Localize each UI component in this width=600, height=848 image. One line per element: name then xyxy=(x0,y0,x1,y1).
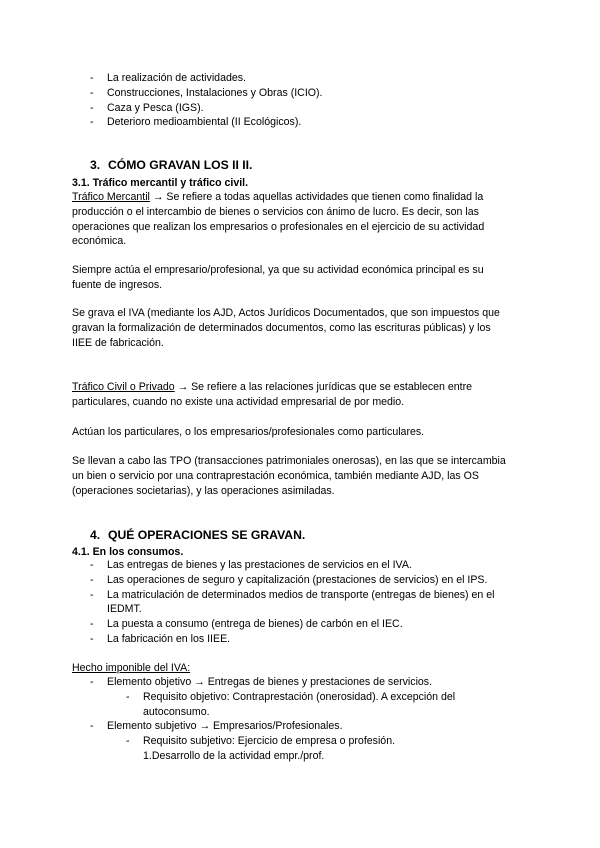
trafico-mercantil-text: → Se refiere a todas aquellas actividades que tienen como finalidad la producción o el intercambio de bienes o servicios con ánimo de lucro. Es decir, son las operaciones que realizan los empresarios o profesionales en el ejercicio de su actividad económica. xyxy=(72,191,485,248)
list-item: - Elemento subjetivo → Empresarios/Profesionales. xyxy=(0,719,512,734)
section-4-heading xyxy=(90,528,305,543)
desarrollo-line: 1.Desarrollo de la actividad empr./prof. xyxy=(143,749,325,762)
section-4-subtitle: 4.1. En los consumos. xyxy=(72,546,184,558)
list-item: - Deterioro medioambiental (II Ecológicos). xyxy=(0,115,512,130)
paragraph-iva: Se grava el IVA (mediante los AJD, Actos Jurídicos Documentados, que son impuestos que gravan la formalización de determinados documentos, como las escrituras públicas) y los IIEE de fabricación. xyxy=(72,307,500,349)
paragraph-particulares: Actúan los particulares, o los empresarios/profesionales como particulares. xyxy=(72,426,425,438)
section-3-title: CÓMO GRAVAN LOS II II. xyxy=(108,158,253,172)
list-item: - Requisito objetivo: Contraprestación (onerosidad). A excepción del autoconsumo. xyxy=(0,690,512,720)
list-item: - Caza y Pesca (IGS). xyxy=(0,101,512,116)
trafico-mercantil-paragraph xyxy=(72,190,512,249)
trafico-mercantil-term: Tráfico Mercantil xyxy=(72,191,150,203)
paragraph-empresario: Siempre actúa el empresario/profesional, ya que su actividad económica principal es su fuente de ingresos. xyxy=(72,264,484,291)
list-item: - Elemento objetivo → Entregas de bienes y prestaciones de servicios. xyxy=(0,675,512,690)
list-item: - Requisito subjetivo: Ejercicio de empresa o profesión. xyxy=(0,734,512,749)
list-item: - Construcciones, Instalaciones y Obras (ICIO). xyxy=(0,86,512,101)
list-item: - Las entregas de bienes y las prestaciones de servicios en el IVA. xyxy=(0,558,512,573)
section-4-title: QUÉ OPERACIONES SE GRAVAN. xyxy=(108,528,306,542)
paragraph-tpo: Se llevan a cabo las TPO (transacciones patrimoniales onerosas), en las que se intercambia un bien o servicio por una contraprestación económica, también mediante AJD, las OS (operaciones societarias), y las operaciones asimiladas. xyxy=(72,455,506,497)
list-item: - La matriculación de determinados medios de transporte (entregas de bienes) en el IEDMT. xyxy=(0,588,512,618)
list-item: - La fabricación en los IIEE. xyxy=(0,632,512,647)
consumos-list xyxy=(0,558,512,647)
list-item: - Las operaciones de seguro y capitalización (prestaciones de servicios) en el IPS. xyxy=(0,573,512,588)
section-3-subtitle: 3.1. Tráfico mercantil y tráfico civil. xyxy=(72,177,249,189)
hecho-imponible-title: Hecho imponible del IVA: xyxy=(72,662,191,674)
section-3-number: 3. xyxy=(90,158,101,172)
list-item: - La realización de actividades. xyxy=(0,71,512,86)
list-item: - La puesta a consumo (entrega de bienes) de carbón en el IEC. xyxy=(0,617,512,632)
hecho-imponible-list xyxy=(0,675,512,764)
section-3-heading xyxy=(90,158,252,173)
trafico-civil-term: Tráfico Civil o Privado xyxy=(72,381,175,393)
trafico-civil-text: → Se refiere a las relaciones jurídicas que se establecen entre particulares, cuando no existe una actividad empresarial de por medio. xyxy=(72,381,473,408)
intro-list xyxy=(0,71,512,130)
section-4-number: 4. xyxy=(90,528,101,542)
trafico-civil-paragraph xyxy=(72,380,512,410)
